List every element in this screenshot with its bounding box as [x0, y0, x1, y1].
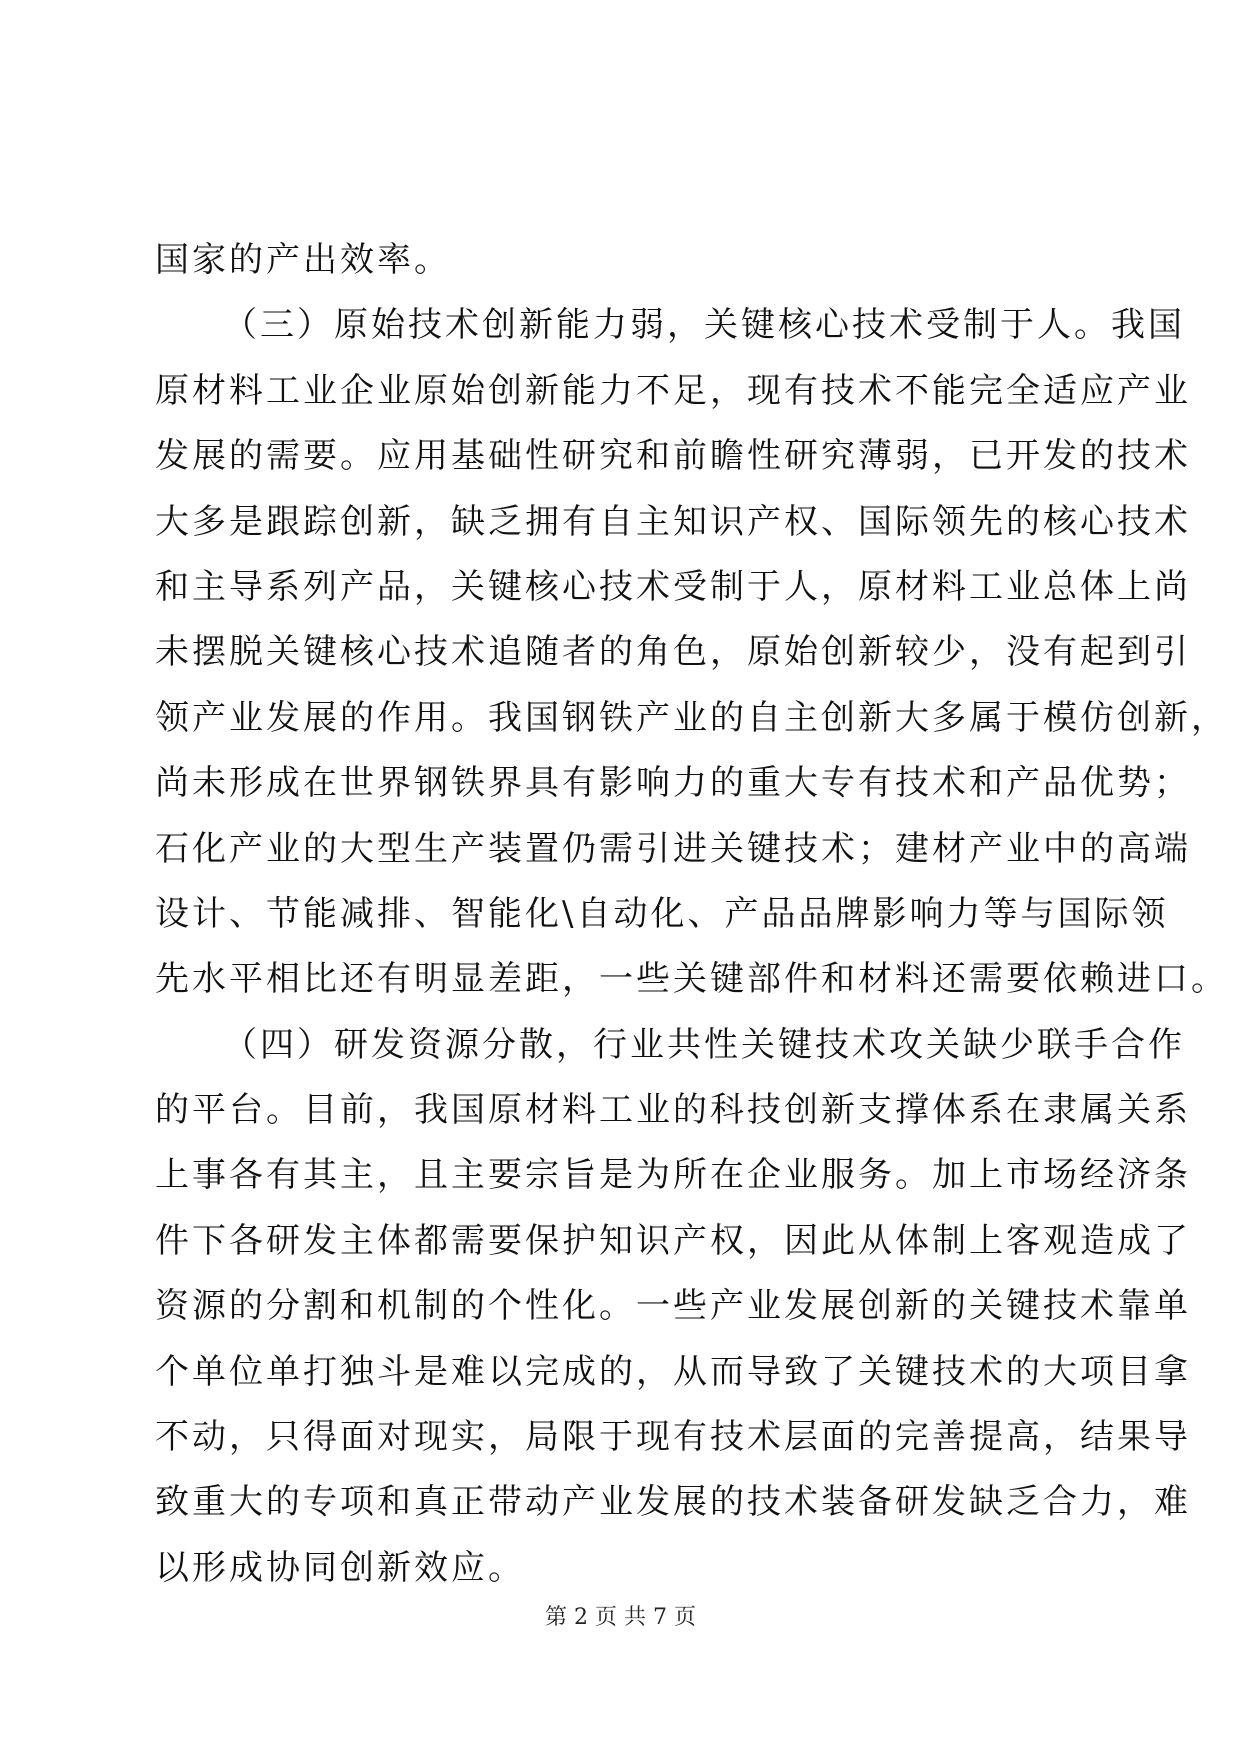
text-line: （四）研发资源分散，行业共性关键技术攻关缺少联手合作: [223, 1024, 1185, 1065]
text-line: （三）原始技术创新能力弱，关键核心技术受制于人。我国: [223, 305, 1185, 346]
text-line: 的平台。目前，我国原材料工业的科技创新支撑体系在隶属关系: [155, 1090, 1191, 1131]
text-line: 件下各研发主体都需要保护知识产权，因此从体制上客观造成了: [155, 1220, 1191, 1261]
text-line: 上事各有其主，且主要宗旨是为所在企业服务。加上市场经济条: [155, 1155, 1191, 1196]
text-line: 尚未形成在世界钢铁界具有影响力的重大专有技术和产品优势；: [155, 763, 1191, 804]
text-line: 和主导系列产品，关键核心技术受制于人，原材料工业总体上尚: [155, 566, 1191, 607]
text-line: 未摆脱关键核心技术追随者的角色，原始创新较少，没有起到引: [155, 632, 1191, 673]
document-body: [155, 232, 1228, 1605]
text-line: 国家的产出效率。: [155, 240, 451, 280]
text-line: 石化产业的大型生产装置仍需引进关键技术；建材产业中的高端: [155, 828, 1191, 869]
text-line: 先水平相比还有明显差距，一些关键部件和材料还需要依赖进口。: [155, 959, 1228, 1000]
text-line: 资源的分割和机制的个性化。一些产业发展创新的关键技术靠单: [155, 1286, 1191, 1327]
text-line: 大多是跟踪创新，缺乏拥有自主知识产权、国际领先的核心技术: [155, 501, 1191, 542]
text-line: 领产业发展的作用。我国钢铁产业的自主创新大多属于模仿创新，: [155, 697, 1228, 738]
page-number-footer: 第 2 页 共 7 页: [545, 1605, 696, 1630]
text-line: 致重大的专项和真正带动产业发展的技术装备研发缺乏合力，难: [155, 1482, 1191, 1523]
text-line: 发展的需要。应用基础性研究和前瞻性研究薄弱，已开发的技术: [155, 436, 1191, 477]
text-line: 以形成协同创新效应。: [155, 1547, 525, 1588]
text-line: 原材料工业企业原始创新能力不足，现有技术不能完全适应产业: [155, 370, 1191, 411]
text-line: 不动，只得面对现实，局限于现有技术层面的完善提高，结果导: [155, 1417, 1191, 1458]
text-line: 个单位单打独斗是难以完成的，从而导致了关键技术的大项目拿: [155, 1351, 1191, 1392]
text-line: 设计、节能减排、智能化\自动化、产品品牌影响力等与国际领: [155, 893, 1169, 934]
